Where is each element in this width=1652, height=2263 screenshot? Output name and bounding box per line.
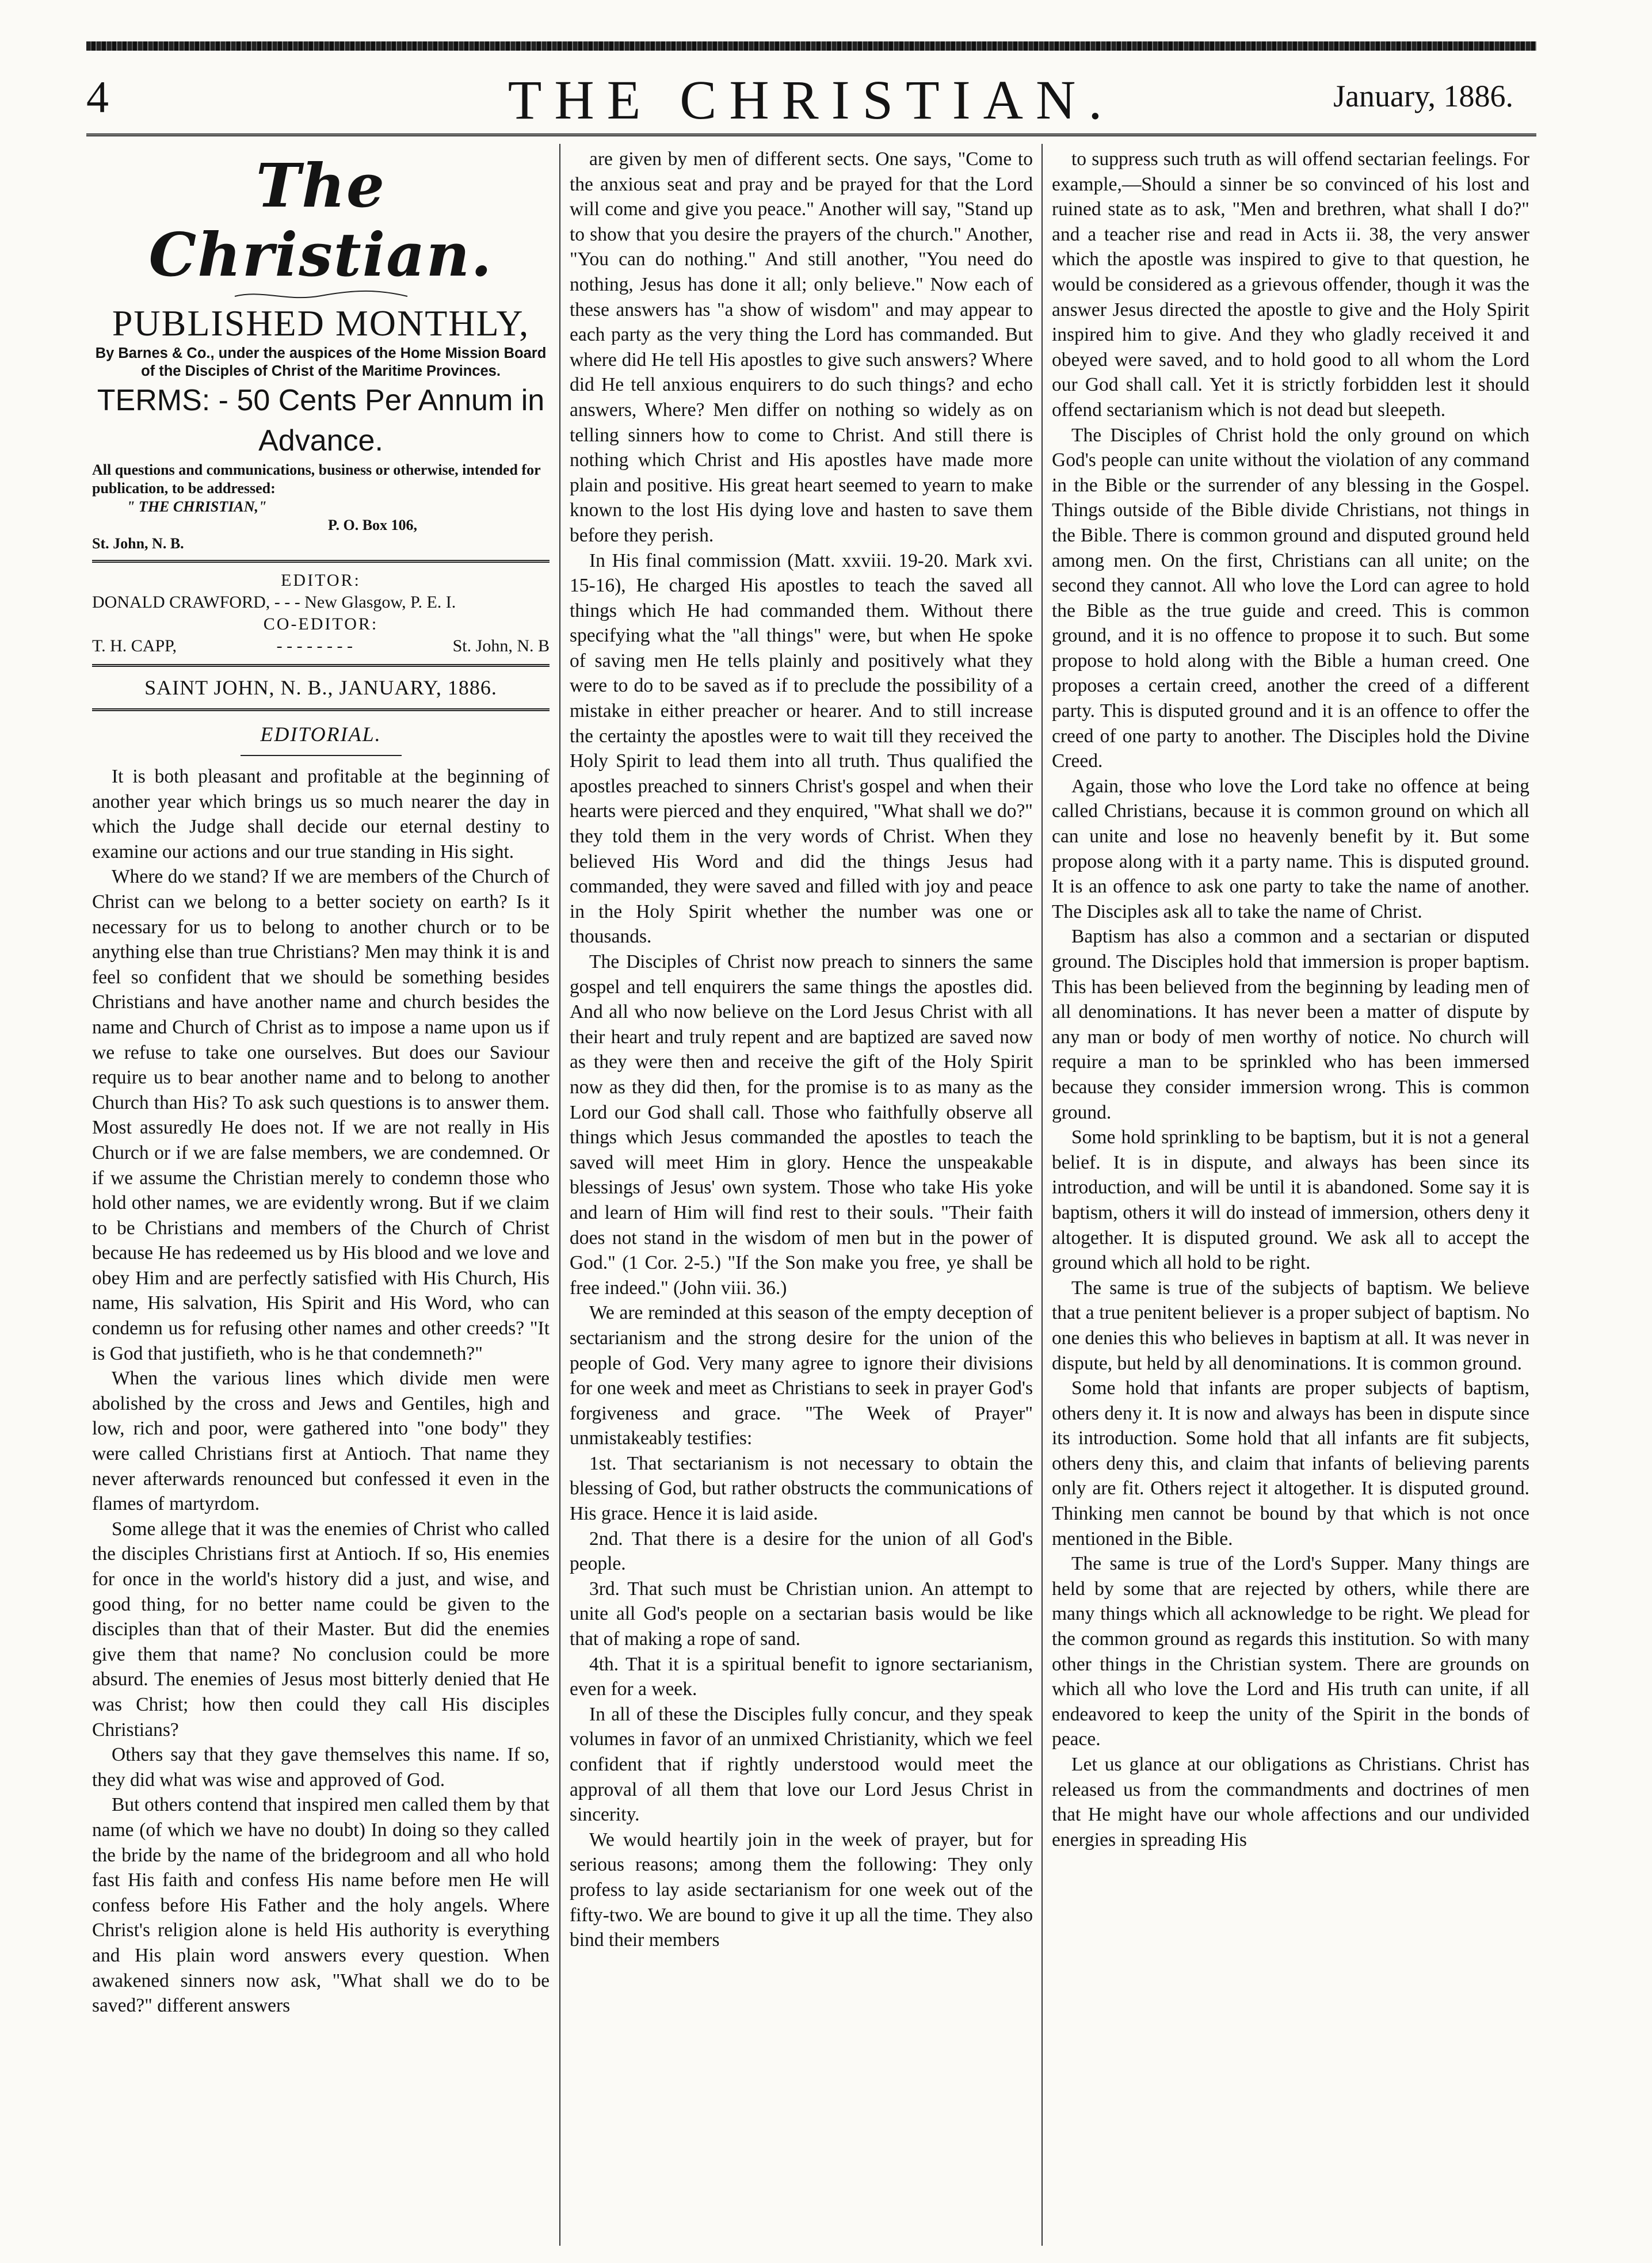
page-header	[86, 68, 1536, 137]
paragraph: Let us glance at our obligations as Christians. Christ has released us from the commandments and doctrines of men that He might have our whole affections and our undivided energies in spreading His	[1052, 1754, 1529, 1850]
ornament-flourish	[229, 289, 413, 302]
paragraph: We are reminded at this season of the empty deception of sectarianism and the strong desire for the union of the people of God. Very many agree to ignore their divisions for one week and meet as Christians to seek in prayer God's forgiveness and grace. "The Week of Prayer" unmistakeably testifies:	[570, 1302, 1033, 1449]
paragraph: The same is true of the subjects of baptism. We believe that a true penitent believer is a proper subject of baptism. No one denies this who believes in baptism at all. It was never in dispute, but held by all denominations. It is common ground.	[1052, 1277, 1529, 1374]
paragraph: 4th. That it is a spiritual benefit to ignore sectarianism, even for a week.	[570, 1653, 1033, 1700]
editor-name: DONALD CRAWFORD, - - - New Glasgow, P. E. I.	[92, 593, 456, 612]
paragraph: Some hold that infants are proper subjects of baptism, others deny it. It is now and always has been in dispute since its introduction. Some hold that all infants are fit subjects, others deny this, and claim that infants of believing parents only are fit. Others reject it altogether. It is disputed ground. Thinking men cannot be bound by that which is not once mentioned in the Bible.	[1052, 1377, 1529, 1550]
newspaper-title: THE CHRISTIAN.	[508, 69, 1115, 131]
coeditor-place: St. John, N. B	[452, 636, 550, 655]
paragraph: Again, those who love the Lord take no offence at being called Christians, because it is common ground on which all can unite and lose no heavenly benefit by it. But some propose along with it a party name. This is disputed ground. It is an offence to ask one party to take the name of another. The Disciples ask all to take the name of Christ.	[1052, 775, 1529, 922]
column-1	[92, 147, 550, 2246]
paragraph: In His final commission (Matt. xxviii. 19-20. Mark xvi. 15-16), He charged His apostles to teach the saved all things which He had commanded them. Without there specifying what the "all things" were, but when He spoke of saving men He tells plainly and positively what they were to do to be saved as if to preclude the possibility of a mistake in either preacher or hearer. And to still increase the certainty the apostles were to wait till they received the Holy Spirit to lead them into all truth. Thus qualified the apostles preached to sinners Christ's gospel and when their hearts were pierced and they enquired, "What shall we do?" they told them in the very words of Christ. When they believed His Word and did the things Jesus had commanded, they were saved and filled with joy and peace in the Holy Spirit whether the number was one or thousands.	[570, 549, 1033, 948]
paragraph: We would heartily join in the week of prayer, but for serious reasons; among them the following: They only profess to lay aside sectarianism for one week out of the fifty-two. We are bound to give it up all the time. They also bind their members	[570, 1829, 1033, 1951]
paragraph: Where do we stand? If we are members of the Church of Christ can we belong to a better society on earth? Is it necessary for us to belong to another church or to be anything else than true Christians? Men may think it is and feel so confident that we should be something besides Christians and have another name and church besides the name and Church of Christ as to impose a name upon us if we refuse to take one ourselves. But does our Saviour require us to bear another name and to belong to another Church than His? To ask such questions is to answer them. Most assuredly He does not. If we are not really in His Church or if we are false members, we are condemned. Or if we assume the Christian merely to condemn those who hold other names, we are evidently wrong. But if we claim to be Christians and members of the Church of Christ because He has redeemed us by His blood and we love and obey Him and are perfectly satisfied with His Church, His name, His salvation, His Spirit and His Word, who can condemn us for refusing other names and other creeds? "It is God that justifieth, who is he that condemneth?"	[92, 866, 550, 1364]
paragraph: 3rd. That such must be Christian union. An attempt to unite all God's people on a sectarian basis would be like that of making a rope of sand.	[570, 1578, 1033, 1650]
coeditor-dots: - - - - - - - -	[276, 636, 353, 655]
paragraph: The same is true of the Lord's Supper. Many things are held by some that are rejected by others, while there are many things which all acknowledge to be right. We plead for the common ground as regards this institution. So with many other things in the Christian system. There are grounds on which all who love the Lord and His truth can unite, if all endeavored to keep the unity of the Spirit in the bonds of peace.	[1052, 1553, 1529, 1750]
editor-line	[92, 591, 550, 613]
paragraph: 1st. That sectarianism is not necessary to obtain the blessing of God, but rather obstructs the communications of His grace. Hence it is laid aside.	[570, 1452, 1033, 1525]
header-rule	[86, 133, 1536, 136]
paragraph: to suppress such truth as will offend sectarian feelings. For example,—Should a sinner be so convinced of his lost and ruined state as to ask, "Men and brethren, what shall I do?" and a teacher rise and read in Acts ii. 38, the very answer which the apostle was inspired to give to that question, he would be considered as a grievous offender, though it was the answer Jesus directed the apostle to give and the Holy Spirit inspired him to give. And they who gladly received it and obeyed were saved, and to hold good to all whom the Lord our God shall call. Yet it is strictly forbidden lest it should offend sectarianism which is not dead but sleepeth.	[1052, 148, 1529, 421]
masthead-title: The Christian.	[148, 150, 493, 290]
divider-rule	[92, 708, 550, 711]
column-divider	[559, 144, 560, 2246]
paragraph: 2nd. That there is a desire for the union of all God's people.	[570, 1528, 1033, 1575]
column-2	[570, 147, 1033, 2246]
paragraph: Baptism has also a common and a sectarian or disputed ground. The Disciples hold that immersion is proper baptism. This has been believed from the beginning by leading men of all denominations. It has never been a matter of dispute by any man or body of men worthy of notice. No church will require a man to be sprinkled who has been immersed because they consider immersion wrong. This is common ground.	[1052, 926, 1529, 1123]
coeditor-line	[92, 635, 550, 657]
column-3-text	[1052, 147, 1529, 1852]
paragraph: Some hold sprinkling to be baptism, but it is not a general belief. It is in dispute, and always has been since its introduction, and will be until it is abandoned. Some say it is baptism, others it will do instead of immersion, others deny it altogether. It is disputed ground. We ask all to accept the ground which all hold to be right.	[1052, 1127, 1529, 1274]
paragraph: Others say that they gave themselves this name. If so, they did what was wise and approved of God.	[92, 1744, 550, 1791]
coeditor-label: CO-EDITOR:	[263, 615, 379, 634]
issue-date: January, 1886.	[1333, 79, 1513, 113]
address-note: All questions and communications, business or otherwise, intended for publication, to be addressed:	[92, 461, 541, 497]
coeditor-name: T. H. CAPP,	[92, 636, 177, 655]
paragraph: When the various lines which divide men were abolished by the cross and Jews and Gentiles, high and low, rich and poor, were gathered into "one body" they were called Christians first at Antioch. That name they never afterwards renounced but confessed it even in the flames of martyrdom.	[92, 1368, 550, 1515]
divider-rule	[92, 560, 550, 563]
address-box: P. O. Box 106,	[328, 517, 418, 533]
paragraph: are given by men of different sects. One says, "Come to the anxious seat and pray and be prayed for that the Lord will come and give you peace." Another will say, "Stand up to show that you desire the prayers of the church." Another, "You can do nothing." And still another, "You need do nothing, Jesus has done it all; only believe." Now each of these answers has "a show of wisdom" and may appear to each party as the very thing the Lord has commanded. But where did He tell His apostles to give such answers? Where did He tell anxious enquirers to do such things? and echo answers, Where? Men differ on nothing so widely as on telling sinners how to come to Christ. And still there is nothing which Christ and His apostles have made more plain and positive. His great heart seemed to yearn to make known to the lost His dying love and hasten to save them before they perish.	[570, 148, 1033, 546]
dateline: SAINT JOHN, N. B., JANUARY, 1886.	[144, 676, 497, 699]
published-monthly-heading: PUBLISHED MONTHLY,	[112, 303, 530, 344]
column-3	[1052, 147, 1529, 2246]
paragraph: The Disciples of Christ hold the only ground on which God's people can unite without the violation of any command in the Bible or the surrender of any blessing in the Gospel. Things outside of the Bible divide Christians, not things in the Bible. There is common ground and disputed ground held among men. On the first, Christians can all unite; on the second they cannot. All who love the Lord can agree to hold the Bible as the true guide and creed. This is common ground, and it is no offence to propose it to such. But some propose to hold along with the Bible a human creed. One proposes a certain creed, another the creed of a different party. This is disputed ground and it is an offence to offer the creed of one party to another. The Disciples hold the Divine Creed.	[1052, 424, 1529, 772]
subscription-terms: TERMS: - 50 Cents Per Annum in Advance.	[97, 384, 545, 457]
column-divider	[1041, 144, 1043, 2246]
paragraph: Some allege that it was the enemies of Christ who called the disciples Christians first at Antioch. If so, His enemies for once in the world's history did a just, and wise, and good thing, for no better name could be given to the disciples than that of their Master. But did the enemies give them that name? No conclusion could be more absurd. The enemies of Jesus most bitterly denied that He was Christ; how then could they call His disciples Christians?	[92, 1518, 550, 1741]
page-number: 4	[86, 72, 109, 122]
top-border-band	[86, 41, 1536, 51]
editor-label: EDITOR:	[281, 571, 361, 590]
paragraph: But others contend that inspired men called them by that name (of which we have no doubt) In doing so they called the bride by the name of the bridegroom and all who hold fast His faith and confess His name before men He will confess before His Father and the holy angels. Where Christ's religion alone is held His authority is everything and His plain word answers every question. When awakened sinners now ask, "What shall we do to be saved?" different answers	[92, 1794, 550, 2017]
paragraph: The Disciples of Christ now preach to sinners the same gospel and tell enquirers the same things the apostles did. And all who now believe on the Lord Jesus Christ with all their heart and truly repent and are baptized are saved now as they were then and receive the gift of the Holy Spirit now as they did then, for the promise is to as many as the Lord our God shall call. Those who faithfully observe all things which Jesus commanded the apostles to teach the saved will meet Him in glory. Hence the unspeakable blessings of Jesus' own system. Those who take His yoke and learn of Him will find rest to their souls. "Their faith does not stand in the wisdom of men but in the power of God." (1 Cor. 2-5.) "If the Son make you free, ye shall be free indeed." (John viii. 36.)	[570, 951, 1033, 1299]
column-1-text	[92, 764, 550, 2018]
section-heading: EDITORIAL.	[260, 723, 381, 746]
section-rule	[241, 755, 402, 756]
paragraph: It is both pleasant and profitable at the beginning of another year which brings us so much nearer the day in which the Judge shall decide our eternal destiny to examine our actions and our true standing in His sight.	[92, 766, 550, 863]
divider-rule	[92, 664, 550, 667]
paragraph: In all of these the Disciples fully concur, and they speak volumes in favor of an unmixed Christianity, which we feel confident that if rightly understood would meet the approval of all them that love our Lord Jesus Christ in sincerity.	[570, 1703, 1033, 1826]
address-name: " THE CHRISTIAN,"	[127, 498, 267, 515]
publisher-note: By Barnes & Co., under the auspices of the Home Mission Board of the Disciples of Christ of the Maritime Provinces.	[95, 345, 547, 379]
column-2-text	[570, 147, 1033, 1953]
address-city: St. John, N. B.	[92, 535, 184, 552]
